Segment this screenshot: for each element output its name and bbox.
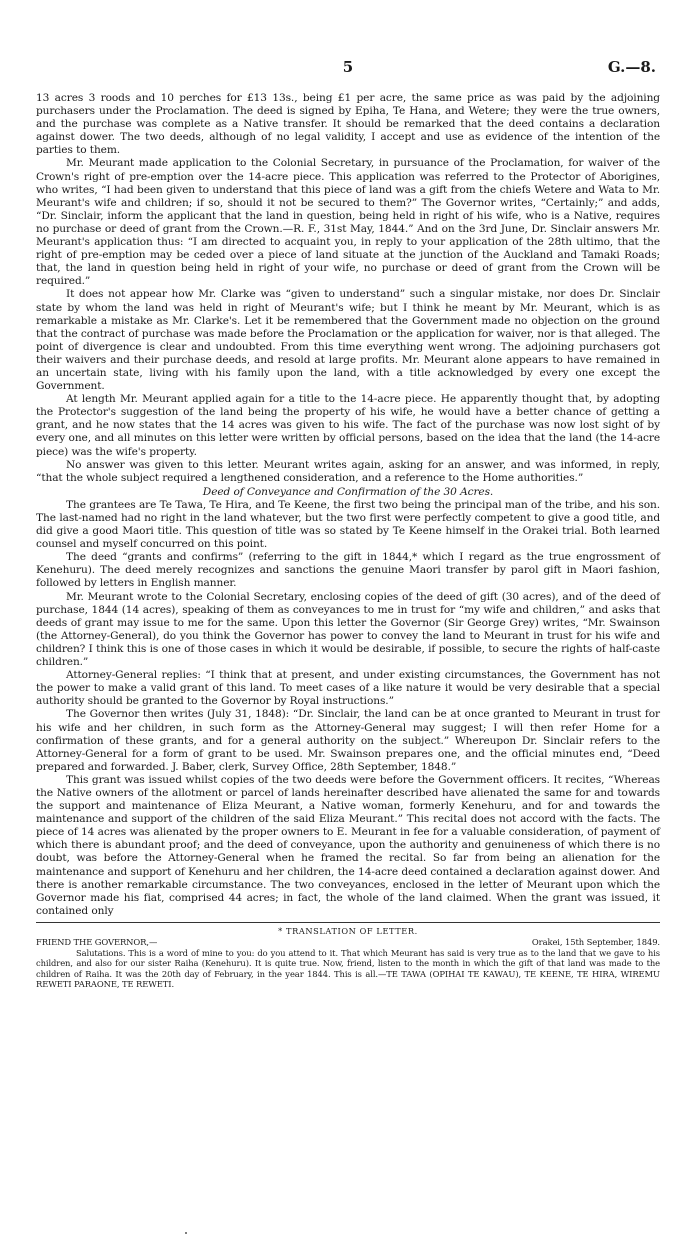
body-text [36, 92, 660, 990]
document-reference: G.—8. [607, 58, 656, 76]
paragraph: It does not appear how Mr. Clarke was “given to understand” such a singular mistake, nor does Dr. Sinclair state by whom the land was held in right of Meurant's wife; but I think he meant by Mr. Meurant, which is as remarkable a mistake as Mr. Clarke's. Let it be remembered that the Government made no objection on the ground that the contract of purchase was made before the Proclamation or the application for waiver, nor is that alleged. The point of divergence is clear and undoubted. From this time everything went wrong. The adjoining purchasers got their waivers and their purchase deeds, and resold at large profits. Mr. Meurant alone appears to have remained in an uncertain state, living with his family upon the land, with a title acknowledged by every one except the Government. [36, 288, 660, 393]
paragraph: At length Mr. Meurant applied again for a title to the 14-acre piece. He apparently thought that, by adopting the Protector's suggestion of the land being the property of his wife, he would have a better chance of getting a grant, and he now states that the 14 acres was given to his wife. The fact of the purchase was now lost sight of by every one, and all minutes on this letter were written by official persons, based on the idea that the land (the 14-acre piece) was the wife's property. [36, 393, 660, 458]
footnote-salutation: FRIEND THE GOVERNOR,— [36, 936, 158, 947]
paragraph: This grant was issued whilst copies of the two deeds were before the Government officers. It recites, “Whereas the Native owners of the allotment or parcel of lands hereinafter described have alienated the same for and towards the support and maintenance of Eliza Meurant, a Native woman, formerly Kenehuru, and for and towards the maintenance and support of the children of the said Eliza Meurant.” This recital does not accord with the facts. The piece of 14 acres was alienated by the proper owners to E. Meurant in fee for a valuable consideration, of payment of which there is abundant proof; and the deed of conveyance, upon the authority and genuineness of which there is no doubt, was before the Attorney-General when he framed the recital. So far from being an alienation for the maintenance and support of Kenehuru and her children, the 14-acre deed contained a declaration against dower. And there is another remarkable circumstance. The two conveyances, enclosed in the letter of Meurant upon which the Governor made his fiat, comprised 44 acres; in fact, the whole of the land claimed. When the grant was issued, it contained only [36, 773, 660, 917]
paragraph: Attorney-General replies: “I think that at present, and under existing circumstances, the Government has not the power to make a valid grant of this land. To meet cases of a like nature it would be very desirable that a special authority should be granted to the Governor by Royal instructions.” [36, 669, 660, 708]
page-number: 5 [342, 58, 354, 76]
paragraph: 13 acres 3 roods and 10 perches for £13 13s., being £1 per acre, the same price as was paid by the adjoining purchasers under the Proclamation. The deed is signed by Epiha, Te Hana, and Wetere; they were the true owners, and the purchase was complete as a Native transfer. It should be remarked that the deed contains a declaration against dower. The two deeds, although of no legal validity, I accept and use as evidence of the intention of the parties to them. [36, 92, 660, 157]
footnote-divider [36, 922, 660, 923]
scan-speck [185, 1232, 187, 1234]
paragraph: The grantees are Te Tawa, Te Hira, and Te Keene, the first two being the principal man of the tribe, and his son. The last-named had no right in the land whatever, but the two first were perfectly competent to give a good title, and did give a good Maori title. This question of title was so stated by Te Keene himself in the Orakei trial. Both learned counsel and myself concurred on this point. [36, 498, 660, 551]
footnote-text: Salutations. This is a word of mine to you: do you attend to it. That which Meurant has said is very true as to the land that we gave to his children, and also for our sister Raiha (Kenehuru). It is quite true. Now, friend, listen to the month in which the gift of that land was made to the children of Raiha. It was the 20th day of February, in the year 1844. This is all.—TE TAWA (OPIHAI TE KAWAU), TE KEENE, TE HIRA, WIREMU REWETI PARAONE, TE REWETI. [36, 947, 660, 990]
footnote-header-row [36, 937, 660, 948]
paragraph: Mr. Meurant wrote to the Colonial Secretary, enclosing copies of the deed of gift (30 acres), and of the deed of purchase, 1844 (14 acres), speaking of them as conveyances to me in trust for “my wife and children,” and asks that deeds of grant may issue to me for the same. Upon this letter the Governor (Sir George Grey) writes, “Mr. Swainson (the Attorney-General), do you think the Governor has power to convey the land to Meurant in trust for his wife and children? I think this is one of those cases in which it would be desirable, if possible, to secure the rights of half-caste children.” [36, 590, 660, 669]
section-heading: Deed of Conveyance and Confirmation of the 30 Acres. [202, 485, 494, 498]
page-header [36, 58, 660, 78]
footnote [36, 937, 660, 990]
paragraph: The deed “grants and confirms” (referring to the gift in 1844,* which I regard as the true engrossment of Kenehuru). The deed merely recognizes and sanctions the genuine Maori transfer by parol gift in Maori fashion, followed by letters in English manner. [36, 551, 660, 590]
paragraph: The Governor then writes (July 31, 1848): “Dr. Sinclair, the land can be at once granted to Meurant in trust for his wife and her children, in such form as the Attorney-General may suggest; I will then refer Home for a confirmation of these grants, and for a general authority on the subject.” Whereupon Dr. Sinclair refers to the Attorney-General for a form of grant to be used. Mr. Swainson prepares one, and the official minutes end, “Deed prepared and forwarded. J. Baber, clerk, Survey Office, 28th September, 1848.” [36, 708, 660, 773]
footnote-title: * TRANSLATION OF LETTER. [278, 925, 418, 936]
footnote-place-date: Orakei, 15th September, 1849. [531, 936, 660, 947]
paragraph: No answer was given to this letter. Meurant writes again, asking for an answer, and was informed, in reply, “that the whole subject required a lengthened consideration, and a reference to the Home authorities.” [36, 458, 660, 484]
paragraph: Mr. Meurant made application to the Colonial Secretary, in pursuance of the Proclamation, for waiver of the Crown's right of pre-emption over the 14-acre piece. This application was referred to the Protector of Aborigines, who writes, “I had been given to understand that this piece of land was a gift from the chiefs Wetere and Wata to Mr. Meurant's wife and children; if so, should it not be secured to them?” The Governor writes, “Certainly;” and adds, “Dr. Sinclair, inform the applicant that the land in question, being held in right of his wife, who is a Native, requires no purchase or deed of grant from the Crown.—R. F., 31st May, 1844.” And on the 3rd June, Dr. Sinclair answers Mr. Meurant's application thus: “I am directed to acquaint you, in reply to your application of the 28th ultimo, that the right of pre-emption may be ceded over a piece of land situate at the junction of the Auckland and Tamaki Roads; that, the land in question being held in right of your wife, no purchase or deed of grant from the Crown will be required.” [36, 157, 660, 288]
